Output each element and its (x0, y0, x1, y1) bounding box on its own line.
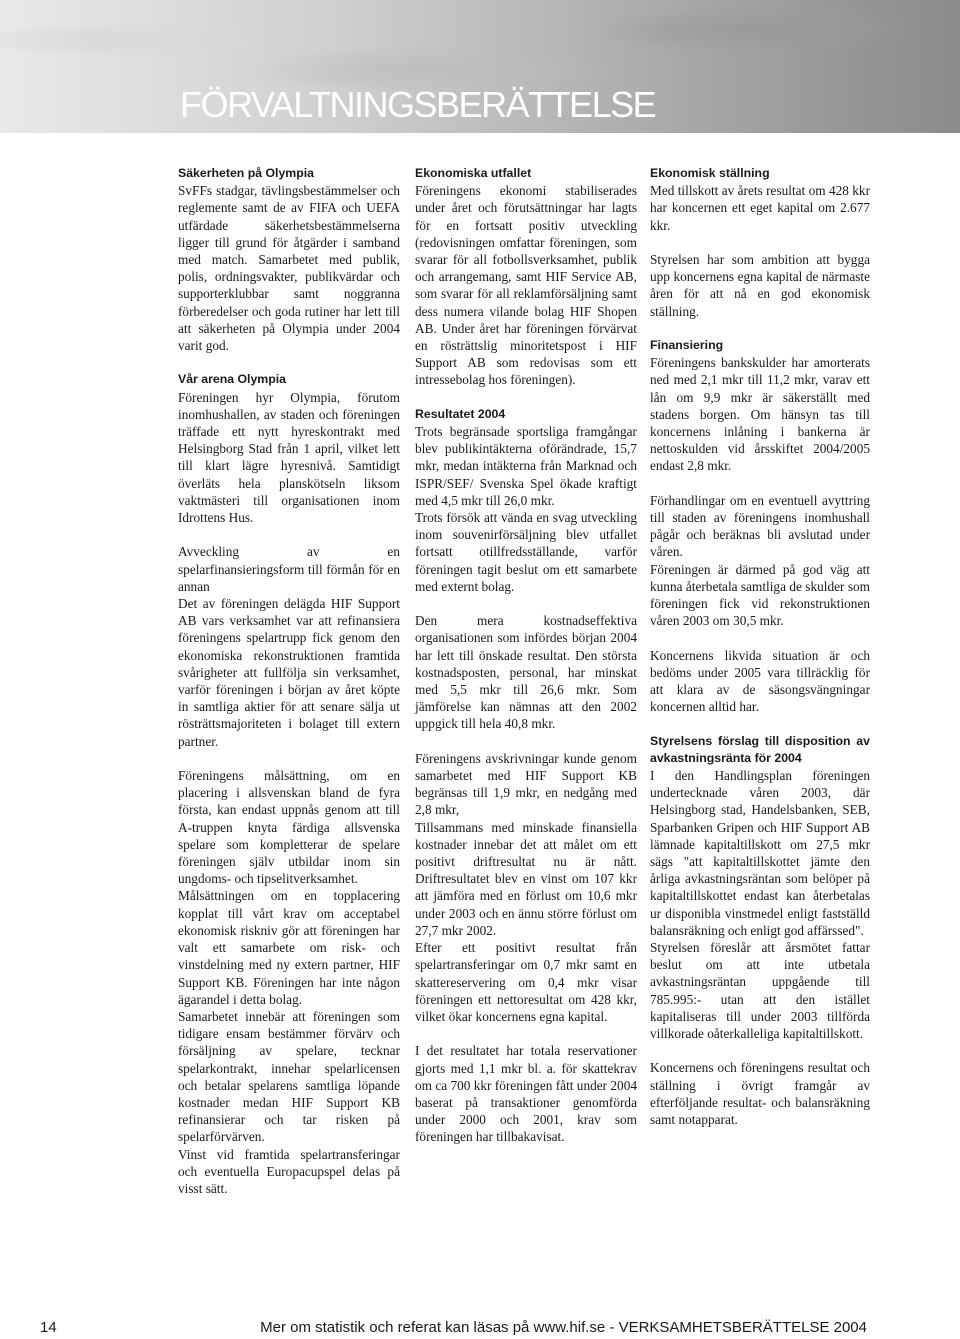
paragraph: Föreningens bankskulder har amorterats ned med 2,1 mkr till 11,2 mkr, varav ett lån om 9,9 mkr är säkerställt med stadens borgen. Om hänsyn tas till koncernens inlåning i bankerna är nettoskulden vid årsskiftet 2004/2005 endast 2,8 mkr. (650, 355, 870, 474)
heading-sakerheten: Säkerheten på Olympia (178, 166, 315, 180)
heading-var-arena: Vår arena Olympia (178, 372, 286, 387)
paragraph: Koncernens och föreningens resultat och ställning i övrigt framgår av efterföljande resultat- och balansräkning samt notapparat. (650, 1060, 870, 1128)
paragraph: Koncernens likvida situation är och bedöms under 2005 vara tillräcklig för att klara av de säsongsvängningar koncernen alltid har. (650, 647, 870, 715)
paragraph: Föreningens målsättning, om en placering i allsvenskan bland de fyra första, kan endast uppnås genom att till A-truppen knyta färdiga allsvenska spelare som kompletterar de spelare föreningen själv utbildar inom sin ungdoms- och tipselitverksamhet. (178, 768, 400, 887)
paragraph: Avveckling av en spelarfinansieringsform till förmån för en annan (178, 544, 400, 594)
paragraph: Trots begränsade sportsliga framgångar blev publikintäkterna oförändrade, 15,7 mkr, medan intäkterna från Marknad och ISPR/SEF/ Svenska Spel ökade kraftigt med 4,5 mkr till 26,0 mkr. (415, 424, 637, 508)
paragraph: Förhandlingar om en eventuell avyttring till staden av föreningens inomhushall pågår och beräknas bli avslutad under våren. (650, 492, 870, 560)
paragraph: Vinst vid framtida spelartransferingar och eventuella Europacupspel delas på visst sätt. (178, 1146, 400, 1196)
paragraph: Den mera kostnadseffektiva organisationen som infördes början 2004 har lett till önskade resultat. Den största kostnadsposten, personal, har minskat med 5,5 mkr till 26,6 mkr. Som jämförelse kan nämnas att den 2002 uppgick till hela 40,8 mkr. (415, 613, 637, 732)
column-1 (178, 165, 400, 1197)
heading-ekonomiska-utfallet: Ekonomiska utfallet (415, 166, 532, 180)
paragraph: Trots försök att vända en svag utveckling inom souvenirförsäljning blev utfallet fortsatt otillfredsställande, varför föreningen tagit beslut om ett samarbete med externt bolag. (415, 510, 637, 594)
heading-finansiering: Finansiering (650, 338, 724, 352)
paragraph: Föreningens avskrivningar kunde genom samarbetet med HIF Support KB begränsas till 1,9 mkr, en nedgång med 2,8 mkr, (415, 750, 637, 818)
paragraph: Föreningen är därmed på god väg att kunna återbetala samtliga de skulder som föreningen fick vid rekonstruktionen våren 2003 om 30,5 mkr. (650, 561, 870, 629)
column-3 (650, 165, 870, 1128)
heading-styrelsens-forslag: Styrelsens förslag till disposition av avkastningsränta för 2004 (650, 733, 870, 765)
paragraph: Efter ett positivt resultat från spelartransferingar om 0,7 mkr samt en skattereservering om 0,4 mkr visar föreningen ett nettoresultat om 428 kkr, vilket ökar koncernens egna kapital. (415, 940, 637, 1024)
paragraph: Föreningen hyr Olympia, förutom inomhushallen, av staden och föreningen träffade ett nytt hyreskontrakt med Helsingborg Stad från 1 april, vilket lett till klart lägre hyresnivå. Samtidigt överläts hela planskötseln liksom vaktmästeri till organisationen inom Idrottens Hus. (178, 389, 400, 526)
paragraph: Det av föreningen delägda HIF Support AB vars verksamhet var att refinansiera föreningens spelartrupp fick genom den ekonomiska rekonstruktionen framtida svårigheter att fullfölja sin verksamhet, varför föreningen i början av året köpte in samtliga aktier för att senare sälja ut rösträttsmajoriteten i bolaget till extern partner. (178, 596, 400, 749)
paragraph: SvFFs stadgar, tävlingsbestämmelser och reglemente samt de av FIFA och UEFA utfärdade säkerhetsbestämmelserna ligger till grund för åtgärder i samband med match. Samarbetet med publik, polis, ordningsvakter, publikvärdar och supporterklubbar samt noggranna förberedelser och goda rutiner har lett till att säkerheten på Olympia under 2004 varit god. (178, 183, 400, 354)
paragraph: Styrelsen har som ambition att bygga upp koncernens egna kapital de närmaste åren för att nå en god ekonomisk ställning. (650, 252, 870, 319)
paragraph: Styrelsen föreslår att årsmötet fattar beslut om att inte utbetala avkastningsräntan uppgående till 785.995:- utan att den istället kapitaliseras till under 2003 tillförda villkorade oåterkalleliga kapitaltillskott. (650, 940, 870, 1042)
header-photo-banner (0, 0, 960, 133)
paragraph: Med tillskott av årets resultat om 428 kkr har koncernen ett eget kapital om 2.677 kkr. (650, 183, 870, 233)
page-number: 14 (40, 1319, 57, 1336)
paragraph: Föreningens ekonomi stabiliserades under året och förutsättningar har lagts för en fortsatt positiv utveckling (redovisningen omfattar föreningen, som svarar för all fotbollsverksamhet, publik och arrangemang, samt HIF Service AB, som svarar för all reklamförsäljning samt dess numera vilande bolag HIF Shopen AB. Under året har föreningen förvärvat en rösträttslig minoritetspost i HIF Support AB som redovisas som ett intressebolag hos föreningen). (415, 183, 637, 388)
heading-resultatet-2004: Resultatet 2004 (415, 406, 506, 421)
heading-ekonomisk-stallning: Ekonomisk ställning (650, 166, 770, 180)
paragraph: Samarbetet innebär att föreningen som tidigare ensam bestämmer förvärv och försäljning av spelare, tecknar spelarkontrakt, innehar spelarlicensen och betalar spelarens samtliga löpande kostnader medan HIF Support KB refinansierar och tar risken på spelarförvärven. (178, 1008, 400, 1145)
paragraph: Målsättningen om en topplacering kopplat till vårt krav om acceptabel ekonomisk riskniv gör att föreningen har valt ett samarbete om risk- och vinstdelning med ny extern partner, HIF Support KB. Föreningen har inte någon ägarandel i detta bolag. (178, 888, 400, 1007)
paragraph: I den Handlingsplan föreningen undertecknade våren 2003, där Helsingborg stad, Handelsbanken, SEB, Sparbanken Gripen och HIF Support AB lämnade kapitaltillskott om 27,5 mkr sägs "att kapitaltillskottet jämte den årliga avkastningsräntan som belöper på kapitaltillskottet endast kan återbetalas ur disponibla vinstmedel enligt fastställd balansräkning och enligt god affärssed". (650, 768, 870, 938)
paragraph: Tillsammans med minskade finansiella kostnader innebar det att målet om ett positivt driftresultat nu är nått. Driftresultatet blev en vinst om 107 kkr att jämföra med en förlust om 10,6 mkr under 2003 och en ännu större förlust om 27,7 mkr 2002. (415, 819, 637, 938)
page-title: FÖRVALTNINGSBERÄTTELSE (180, 84, 656, 125)
column-2 (415, 165, 637, 1146)
paragraph: I det resultatet har totala reservationer gjorts med 1,1 mkr bl. a. för skattekrav om ca 700 kkr föreningen fått under 2004 baserat på transaktioner genomförda under 2000 och 2001, krav som föreningen har tillbakavisat. (415, 1043, 637, 1145)
footer-text: Mer om statistik och referat kan läsas på www.hif.se - VERKSAMHETSBERÄTTELSE 2004 (260, 1319, 867, 1336)
